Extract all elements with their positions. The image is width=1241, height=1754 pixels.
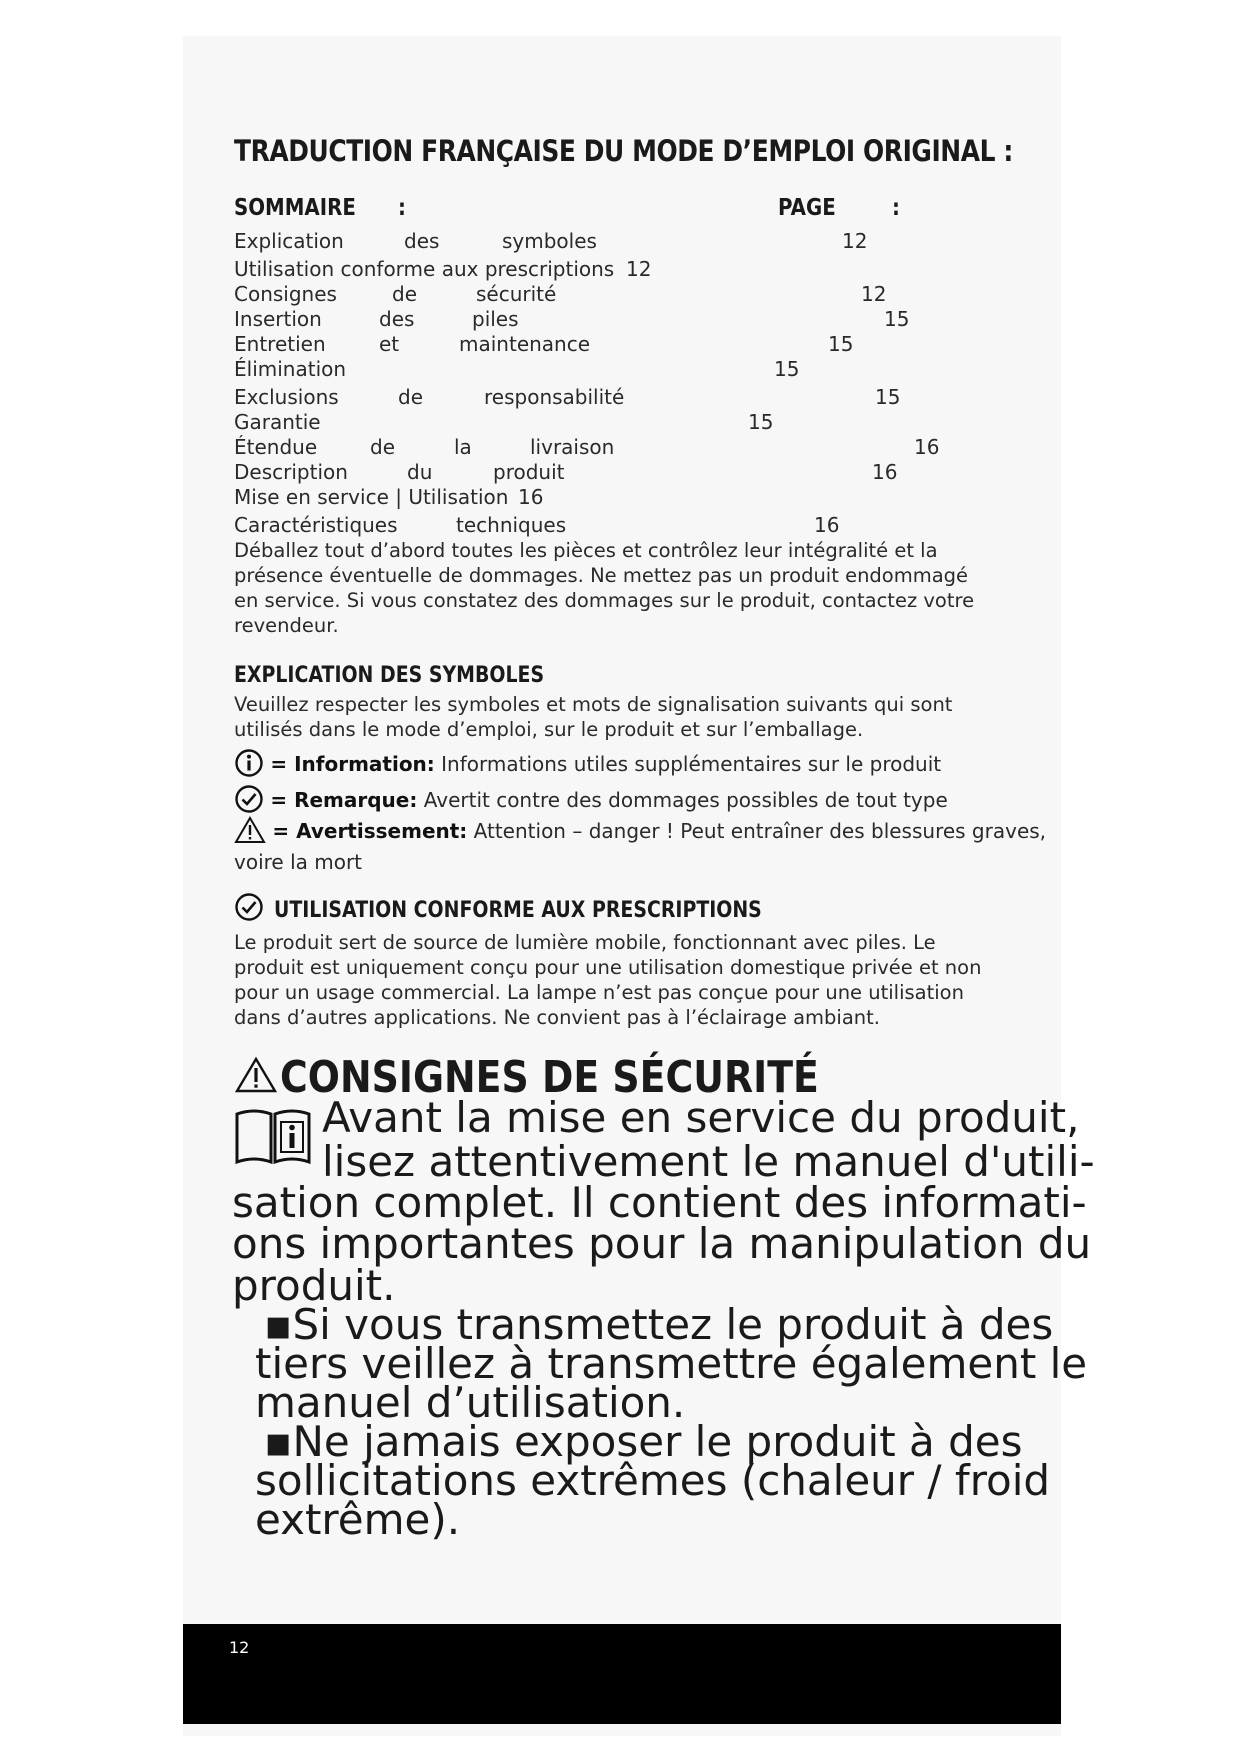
toc-word: de (392, 282, 417, 306)
safety-line: ons importantes pour la manipulation du (232, 1219, 1092, 1268)
toc-page-number: 16 (914, 435, 940, 459)
toc-word: Insertion (234, 307, 322, 331)
checkmark-icon (234, 784, 264, 819)
page-title: TRADUCTION FRANÇAISE DU MODE D’EMPLOI ORIGINAL : (234, 134, 1013, 168)
toc-word: maintenance (459, 332, 591, 356)
safety-line: lisez attentivement le manuel d'utili- (322, 1137, 1095, 1186)
warning-text: Attention – danger ! Peut entraîner des blessures graves, (467, 819, 1047, 843)
usage-heading: UTILISATION CONFORME AUX PRESCRIPTIONS (274, 898, 762, 923)
safety-bullet-line: tiers veillez à transmettre également le (255, 1339, 1088, 1388)
toc-word: Mise en service | Utilisation (234, 485, 509, 509)
toc-word: Description (234, 460, 348, 484)
checkmark-icon (234, 892, 264, 927)
toc-word: produit (493, 460, 565, 484)
toc-word: de (370, 435, 395, 459)
remark-symbol-row (234, 784, 948, 819)
safety-heading: CONSIGNES DE SÉCURITÉ (280, 1052, 819, 1103)
manual-info-icon (234, 1108, 312, 1171)
toc-header-colon: : (892, 195, 900, 221)
warning-label: = Avertissement: (272, 819, 468, 843)
toc-page-number: 12 (842, 229, 868, 253)
toc-page-number: 15 (875, 385, 901, 409)
toc-page-number: 12 (861, 282, 887, 306)
info-icon (234, 748, 264, 783)
toc-word: des (379, 307, 415, 331)
remark-label: = Remarque: (270, 788, 418, 812)
toc-word: symboles (502, 229, 597, 253)
symbols-paragraph: Veuillez respecter les symboles et mots de signalisation suivants qui sont utilisés dans le mode d’emploi, sur le produit et sur l’emballage. (234, 693, 953, 741)
toc-page-number: 16 (518, 485, 544, 509)
usage-paragraph: Le produit sert de source de lumière mobile, fonctionnant avec piles. Le produit est uniquement conçu pour une utilisation domestique privée et non pour un usage commercial. La lampe n’est pas conçue pour une utilisation dans d’autres applications. Ne convient pas à l’éclairage ambiant. (234, 931, 982, 1029)
info-text: Informations utiles supplémentaires sur le produit (434, 752, 942, 776)
toc-word: et (379, 332, 400, 356)
toc-word: sécurité (476, 282, 557, 306)
toc-word: Garantie (234, 410, 321, 434)
toc-page-number: 15 (884, 307, 910, 331)
safety-bullet: ▪Ne jamais exposer le produit à des (264, 1417, 1023, 1466)
toc-word: de (398, 385, 423, 409)
toc-page-number: 16 (872, 460, 898, 484)
safety-bullet-line: manuel d’utilisation. (255, 1378, 686, 1427)
manual-icon-row (234, 1108, 312, 1171)
toc-word: responsabilité (484, 385, 625, 409)
toc-word: la (454, 435, 472, 459)
safety-bullet: ▪Si vous transmettez le produit à des (264, 1300, 1054, 1349)
safety-line: Avant la mise en service du produit, (322, 1093, 1080, 1142)
toc-word: techniques (456, 513, 567, 537)
toc-page-number: 15 (828, 332, 854, 356)
toc-word: livraison (530, 435, 615, 459)
warning-icon (234, 1056, 278, 1099)
toc-word: Exclusions (234, 385, 339, 409)
toc-word: Utilisation conforme aux prescriptions (234, 257, 615, 281)
page-footer (183, 1624, 1061, 1724)
toc-header-sommaire: SOMMAIRE (234, 195, 356, 221)
info-symbol-row (234, 748, 941, 783)
warning-text-continued: voire la mort (234, 850, 363, 874)
safety-line: sation complet. Il contient des informati- (232, 1178, 1087, 1227)
toc-word: Caractéristiques (234, 513, 398, 537)
page-number: 12 (229, 1638, 250, 1657)
warning-icon (234, 816, 266, 849)
toc-word: Étendue (234, 435, 318, 459)
toc-word: Entretien (234, 332, 326, 356)
toc-page-number: 15 (774, 357, 800, 381)
toc-page-number: 15 (748, 410, 774, 434)
toc-header-colon: : (398, 195, 406, 221)
safety-bullet-line: extrême). (255, 1495, 461, 1544)
info-label: = Information: (270, 752, 435, 776)
safety-warning-row (234, 1056, 278, 1099)
toc-page-number: 16 (814, 513, 840, 537)
toc-word: Consignes (234, 282, 337, 306)
remark-text: Avertit contre des dommages possibles de tout type (417, 788, 948, 812)
toc-word: du (407, 460, 433, 484)
warning-symbol-row (234, 816, 1046, 849)
toc-word: Explication (234, 229, 344, 253)
symbols-heading: EXPLICATION DES SYMBOLES (234, 663, 545, 688)
usage-heading-row (234, 892, 264, 927)
toc-page-number: 12 (626, 257, 652, 281)
safety-bullet-line: sollicitations extrêmes (chaleur / froid (255, 1456, 1051, 1505)
toc-header-page: PAGE (778, 195, 836, 221)
safety-line: produit. (232, 1261, 396, 1310)
intro-paragraph: Déballez tout d’abord toutes les pièces et contrôlez leur intégralité et la présence éventuelle de dommages. Ne mettez pas un produit endommagé en service. Si vous constatez des dommages sur le produit, contactez votre revendeur. (234, 539, 975, 637)
toc-word: piles (472, 307, 519, 331)
toc-word: Élimination (234, 357, 347, 381)
toc-word: des (404, 229, 440, 253)
